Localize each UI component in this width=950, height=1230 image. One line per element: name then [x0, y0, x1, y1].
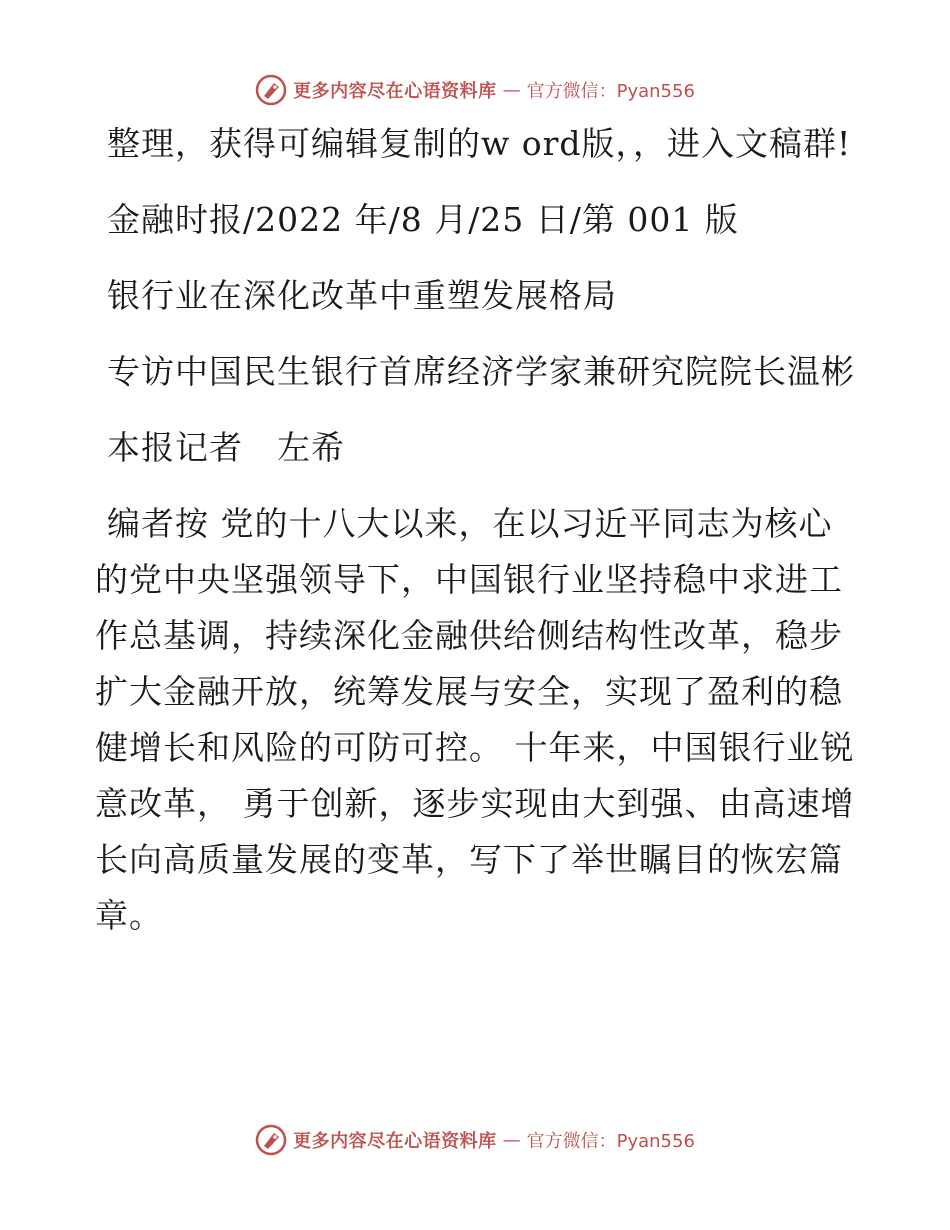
header-banner	[0, 70, 950, 110]
editor-note-paragraph: 编者按 党的十八大以来，在以习近平同志为核心的党中央坚强领导下，中国银行业坚持稳中求进工作总基调，持续深化金融供给侧结构性改革，稳步扩大金融开放，统筹发展与安全，实现了盈利的稳健增长和风险的可防可控。 十年来，中国银行业锐意改革， 勇于创新，逐步实现由大到强、由高速增长向高质量发展的变革，写下了举世瞩目的恢宏篇章。	[95, 504, 855, 935]
banner-main-text: 更多内容尽在心语资料库	[293, 81, 497, 102]
article-title: 银行业在深化改革中重塑发展格局	[107, 276, 617, 315]
banner-wechat-text: 官方微信：Pyan556	[526, 81, 695, 102]
banner-separator: —	[502, 1129, 521, 1151]
pen-nib-logo-icon	[255, 74, 287, 106]
byline: 本报记者 左希	[107, 428, 345, 467]
pen-nib-logo-icon	[255, 1124, 287, 1156]
banner-wechat-text: 官方微信：Pyan556	[526, 1131, 695, 1152]
banner-main-text: 更多内容尽在心语资料库	[293, 1131, 497, 1152]
intro-paragraph: 整理，获得可编辑复制的w ord版，，进入文稿群!	[107, 124, 852, 163]
document-body	[95, 116, 855, 944]
footer-banner	[0, 1120, 950, 1160]
source-line: 金融时报/2022 年/8 月/25 日/第 001 版	[107, 200, 739, 239]
banner-separator: —	[502, 79, 521, 101]
article-subtitle: 专访中国民生银行首席经济学家兼研究院院长温彬	[107, 352, 855, 391]
